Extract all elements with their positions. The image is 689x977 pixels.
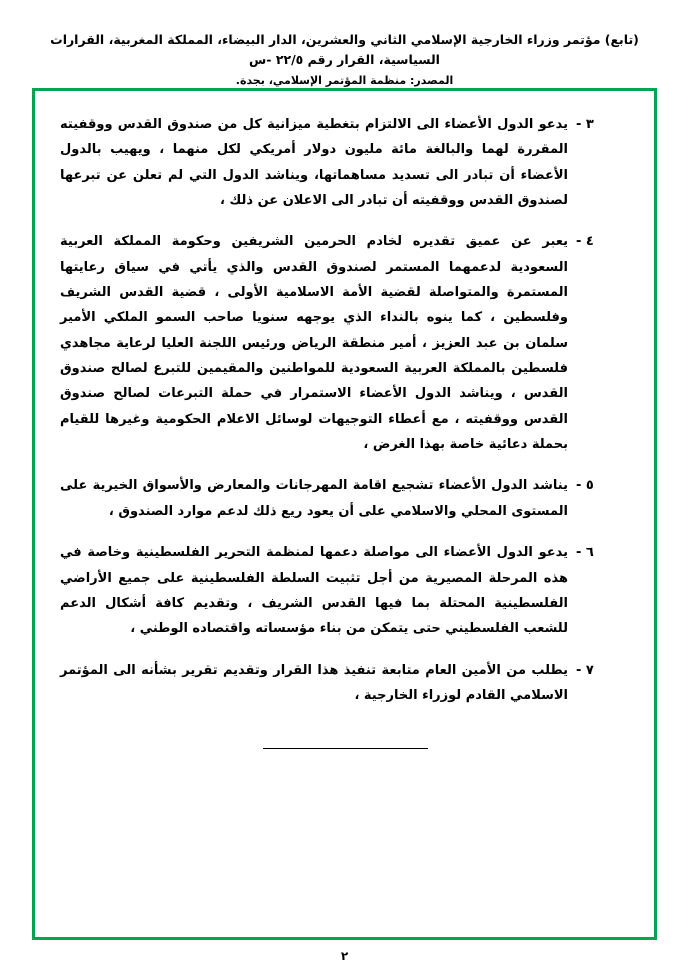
header-source-line: المصدر: منظمة المؤتمر الإسلامي، بجدة. (235, 74, 454, 87)
divider-line (263, 748, 428, 749)
clause-item (60, 658, 630, 709)
clause-item (60, 229, 630, 457)
clause-text (60, 112, 568, 213)
clause-body-text: الدول الأعضاء الى الالتزام بتغطية ميزانية كل من صندوق القدس ووقفيته المقررة لهما والبالغة مائة مليون دولار أمريكي لكل منهما ، ويهيب بالدول الأعضاء أن تبادر الى تسديد مساهماتها، ويناشد الدول التي لم تعلن عن تبرعها لصندوق القدس ووقفيته أن تبادر الى الاعلان عن ذلك ، (60, 117, 568, 209)
clause-lead-verb: يدعو (538, 117, 568, 132)
clause-lead-verb: يعبر (542, 234, 568, 250)
clause-item (60, 540, 630, 641)
page-number: ٢ (340, 949, 349, 963)
clause-number: ٤ - (576, 234, 594, 250)
clause-item (60, 473, 630, 524)
document-header (26, 30, 663, 91)
clause-body-text: من الأمين العام متابعة تنفيذ هذا القرار وتقديم تقرير بشأنه الى المؤتمر الاسلامي القادم لوزراء الخارجية ، (60, 662, 568, 703)
header-title-line: (تابع) مؤتمر وزراء الخارجية الإسلامي الثاني والعشرين، الدار البيضاء، المملكة المغربية، القرارات السياسية، القرار رقم ٢٢/٥ -س (50, 32, 639, 67)
clause-number: ٦ - (576, 545, 594, 561)
clause-lead-verb: يطلب (531, 662, 568, 678)
clause-body-text: الدول الأعضاء تشجيع اقامة المهرجانات والمعارض والأسواق الخيرية على المستوى المحلي والاسلامي على أن يعود ريع ذلك لدعم موارد الصندوق ، (60, 478, 568, 519)
clause-body-text: الدول الأعضاء الى مواصلة دعمها لمنظمة التحرير الفلسطينية وخاصة في هذه المرحلة المصيرية من أجل تثبيت السلطة الفلسطينية على جميع الأراضي الفلسطينية المحتلة بما فيها القدس الشريف ، وتقديم كافة أشكال الدعم للشعب الفلسطيني حتى يتمكن من بناء مؤسساته واقتصاده الوطني ، (60, 545, 568, 637)
clause-item (60, 112, 630, 213)
clause-text (60, 229, 568, 457)
clause-text (60, 540, 568, 641)
clauses-container (60, 112, 630, 753)
clause-number: ٣ - (576, 117, 594, 132)
clause-lead-verb: يناشد (532, 478, 568, 494)
clause-text (60, 473, 568, 524)
clause-number: ٧ - (576, 662, 594, 678)
clause-text (60, 658, 568, 709)
clause-body-text: عن عميق تقديره لخادم الحرمين الشريفين وحكومة المملكة العربية السعودية لدعمهما المستمر لصندوق القدس والذي يأتي في سياق رعايتها المستمرة والمتواصلة لقضية الأمة الاسلامية الأولى ، قضية القدس الشريف وفلسطين ، كما ينوه بالنداء الذي يوجهه سنويا صاحب السمو الملكي الأمير سلمان بن عبد العزيز ، أمير منطقة الرياض ورئيس اللجنة العليا لرعاية مجاهدي فلسطين بالمملكة العربية السعودية للمواطنين والمقيمين للتبرع لصالح صندوق القدس ، ويناشد الدول الأعضاء الاستمرار في حملة التبرعات لصالح صندوق القدس ووقفيته ، مع أعطاء التوجيهات لوسائل الاعلام الحكومية وغيرها للقيام بحملة دعائية خاصة بهذا الغرض ، (60, 234, 568, 453)
clause-number: ٥ - (576, 478, 594, 494)
section-divider (60, 734, 630, 753)
clause-lead-verb: يدعو (538, 545, 568, 561)
